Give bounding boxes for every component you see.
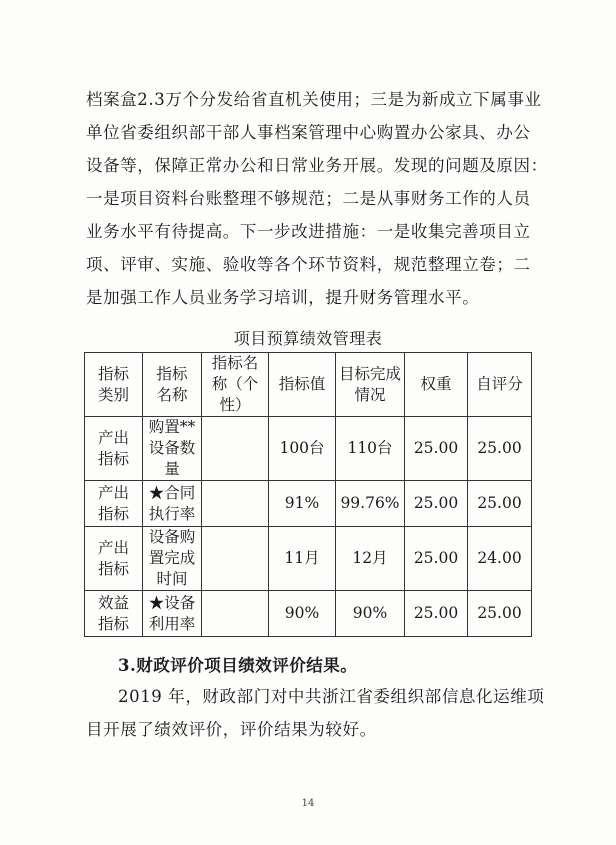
table-row <box>85 527 532 591</box>
header-cell: 目标完成情况 <box>336 353 405 417</box>
category-cell: 产出指标 <box>85 417 143 481</box>
paragraph-line: 一是项目资料台账整理不够规范；二是从事财务工作的人员 <box>86 189 531 208</box>
header-cell: 指标值 <box>269 353 336 417</box>
score-cell: 24.00 <box>468 527 532 591</box>
completion-cell: 90% <box>336 591 405 637</box>
score-cell: 25.00 <box>468 417 532 481</box>
paragraph-line: 目开展了绩效评价，评价结果为较好。 <box>86 720 377 739</box>
target-value-cell: 91% <box>269 481 336 527</box>
table-row <box>85 591 532 637</box>
custom-name-cell <box>202 481 269 527</box>
header-cell: 权重 <box>405 353 468 417</box>
completion-cell: 12月 <box>336 527 405 591</box>
category-cell: 产出指标 <box>85 527 143 591</box>
table-title: 项目预算绩效管理表 <box>233 329 383 348</box>
header-cell: 指标名称 <box>143 353 202 417</box>
custom-name-cell <box>202 417 269 481</box>
target-value-cell: 100台 <box>269 417 336 481</box>
weight-cell: 25.00 <box>405 481 468 527</box>
paragraph-line: 2019 年，财政部门对中共浙江省委组织部信息化运维项 <box>118 687 545 706</box>
indicator-name-cell: ★设备利用率 <box>143 591 202 637</box>
indicator-name-cell: ★合同执行率 <box>143 481 202 527</box>
completion-cell: 110台 <box>336 417 405 481</box>
category-cell: 产出指标 <box>85 481 143 527</box>
paragraph-line: 项、评审、实施、验收等各个环节资料，规范整理立卷；二 <box>86 255 531 274</box>
table-row <box>85 417 532 481</box>
page-number: 14 <box>301 798 315 809</box>
score-cell: 25.00 <box>468 591 532 637</box>
header-cell: 自评分 <box>468 353 532 417</box>
completion-cell: 99.76% <box>336 481 405 527</box>
header-cell: 指标名称（个性） <box>202 353 269 417</box>
target-value-cell: 90% <box>269 591 336 637</box>
indicator-name-cell: 购置**设备数量 <box>143 417 202 481</box>
table-row <box>85 481 532 527</box>
weight-cell: 25.00 <box>405 417 468 481</box>
custom-name-cell <box>202 591 269 637</box>
score-cell: 25.00 <box>468 481 532 527</box>
weight-cell: 25.00 <box>405 527 468 591</box>
custom-name-cell <box>202 527 269 591</box>
paragraph-line: 设备等，保障正常办公和日常业务开展。发现的问题及原因： <box>86 156 548 175</box>
category-cell: 效益指标 <box>85 591 143 637</box>
indicator-name-cell: 设备购置完成时间 <box>143 527 202 591</box>
paragraph-line: 是加强工作人员业务学习培训，提升财务管理水平。 <box>86 288 480 307</box>
paragraph-line: 单位省委组织部干部人事档案管理中心购置办公家具、办公 <box>86 123 531 142</box>
paragraph-line: 档案盒2.3万个分发给省直机关使用；三是为新成立下属事业 <box>86 90 542 109</box>
performance-table <box>84 352 532 637</box>
header-cell: 指标类别 <box>85 353 143 417</box>
section-heading: 3.财政评价项目绩效评价结果。 <box>118 656 358 675</box>
paragraph-line: 业务水平有待提高。下一步改进措施：一是收集完善项目立 <box>86 222 531 241</box>
weight-cell: 25.00 <box>405 591 468 637</box>
target-value-cell: 11月 <box>269 527 336 591</box>
table-header-row <box>85 353 532 417</box>
